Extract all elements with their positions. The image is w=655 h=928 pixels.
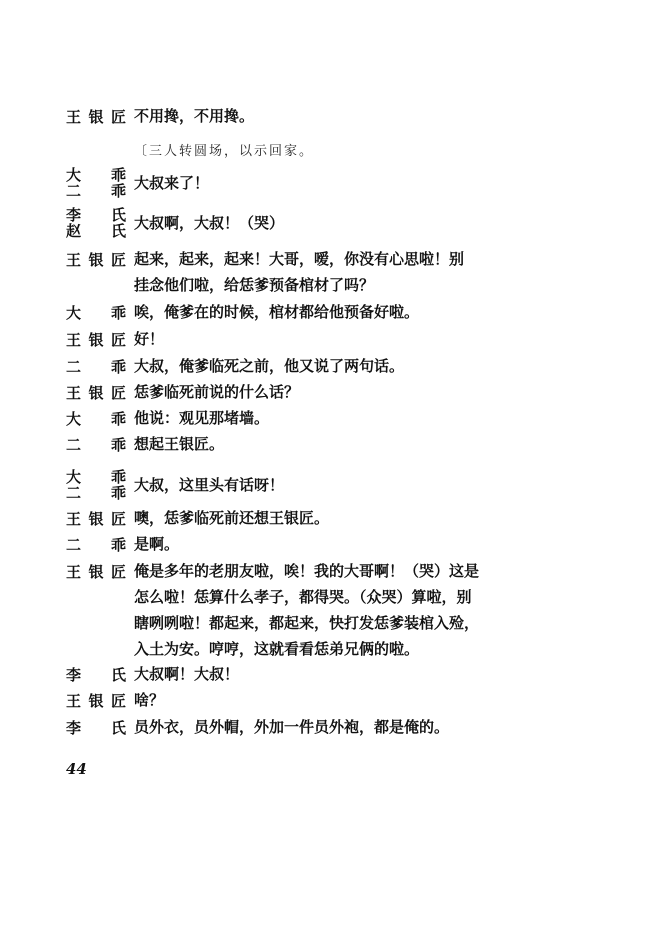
dialogue-text: 不用搀，不用搀。 bbox=[134, 107, 255, 125]
speaker-name bbox=[66, 385, 126, 401]
speaker-label: 大 乖 bbox=[66, 166, 126, 184]
speaker-name bbox=[66, 511, 126, 527]
speaker-name bbox=[66, 537, 126, 553]
speaker-name bbox=[66, 305, 126, 321]
speaker-label: 赵 氏 bbox=[66, 222, 126, 240]
speaker-label: 王银匠 bbox=[66, 692, 126, 710]
dialogue-text: 大叔啊，大叔！（哭） bbox=[134, 214, 285, 232]
speaker-name bbox=[66, 332, 126, 348]
dialogue-text: 大叔啊！大叔！ bbox=[134, 665, 240, 683]
speaker-name bbox=[66, 693, 126, 709]
speaker-label: 李 氏 bbox=[66, 666, 126, 684]
speaker-label: 二 乖 bbox=[66, 436, 126, 454]
dialogue-text: 员外衣，员外帽，外加一件员外袍，都是俺的。 bbox=[134, 718, 450, 736]
page-number: 44 bbox=[66, 760, 87, 778]
speaker-label: 王银匠 bbox=[66, 251, 126, 269]
speaker-label: 大 乖 bbox=[66, 410, 126, 428]
speaker-label: 二 乖 bbox=[66, 484, 126, 502]
dialogue-text: 大叔来了！ bbox=[134, 174, 210, 192]
stage-direction: 〔三人转圆场，以示回家。 bbox=[134, 144, 315, 159]
dialogue-continuation: 挂念他们啦，给恁爹预备棺材了吗？ bbox=[134, 276, 375, 294]
speaker-name bbox=[66, 167, 126, 199]
dialogue-text: 俺是多年的老朋友啦，唉！我的大哥啊！（哭）这是 bbox=[134, 562, 480, 580]
dialogue-text: 想起王银匠。 bbox=[134, 435, 225, 453]
speaker-label: 二 乖 bbox=[66, 358, 126, 376]
dialogue-text: 是啊。 bbox=[134, 535, 180, 553]
dialogue-text: 好！ bbox=[134, 330, 165, 348]
speaker-label: 二 乖 bbox=[66, 182, 126, 200]
dialogue-text: 唉，俺爹在的时候，棺材都给他预备好啦。 bbox=[134, 303, 420, 321]
speaker-name bbox=[66, 667, 126, 683]
dialogue-text: 他说：观见那堵墙。 bbox=[134, 409, 270, 427]
speaker-label: 王银匠 bbox=[66, 510, 126, 528]
speaker-label: 王银匠 bbox=[66, 563, 126, 581]
speaker-name bbox=[66, 564, 126, 580]
speaker-name bbox=[66, 109, 126, 125]
speaker-label: 大 乖 bbox=[66, 468, 126, 486]
dialogue-text: 起来，起来，起来！大哥，嗳，你没有心思啦！别 bbox=[134, 250, 465, 268]
speaker-name bbox=[66, 469, 126, 501]
speaker-name bbox=[66, 411, 126, 427]
speaker-name bbox=[66, 207, 126, 239]
speaker-name bbox=[66, 252, 126, 268]
speaker-label: 二 乖 bbox=[66, 536, 126, 554]
speaker-name bbox=[66, 720, 126, 736]
dialogue-text: 噢，恁爹临死前还想王银匠。 bbox=[134, 509, 330, 527]
speaker-label: 王银匠 bbox=[66, 331, 126, 349]
dialogue-text: 大叔，这里头有话呀！ bbox=[134, 476, 285, 494]
speaker-name bbox=[66, 437, 126, 453]
speaker-label: 李 氏 bbox=[66, 719, 126, 737]
dialogue-continuation: 瞎咧咧啦！都起来，都起来，快打发恁爹装棺入殓， bbox=[134, 614, 480, 632]
speaker-label: 王银匠 bbox=[66, 108, 126, 126]
dialogue-text: 恁爹临死前说的什么话？ bbox=[134, 383, 300, 401]
dialogue-continuation: 入土为安。哼哼，这就看看恁弟兄俩的啦。 bbox=[134, 640, 420, 658]
dialogue-text: 大叔，俺爹临死之前，他又说了两句话。 bbox=[134, 357, 405, 375]
dialogue-text: 啥？ bbox=[134, 691, 165, 709]
speaker-label: 大 乖 bbox=[66, 304, 126, 322]
dialogue-continuation: 怎么啦！恁算什么孝子，都得哭。（众哭）算啦，别 bbox=[134, 588, 472, 606]
speaker-name bbox=[66, 359, 126, 375]
speaker-label: 李 氏 bbox=[66, 206, 126, 224]
speaker-label: 王银匠 bbox=[66, 384, 126, 402]
